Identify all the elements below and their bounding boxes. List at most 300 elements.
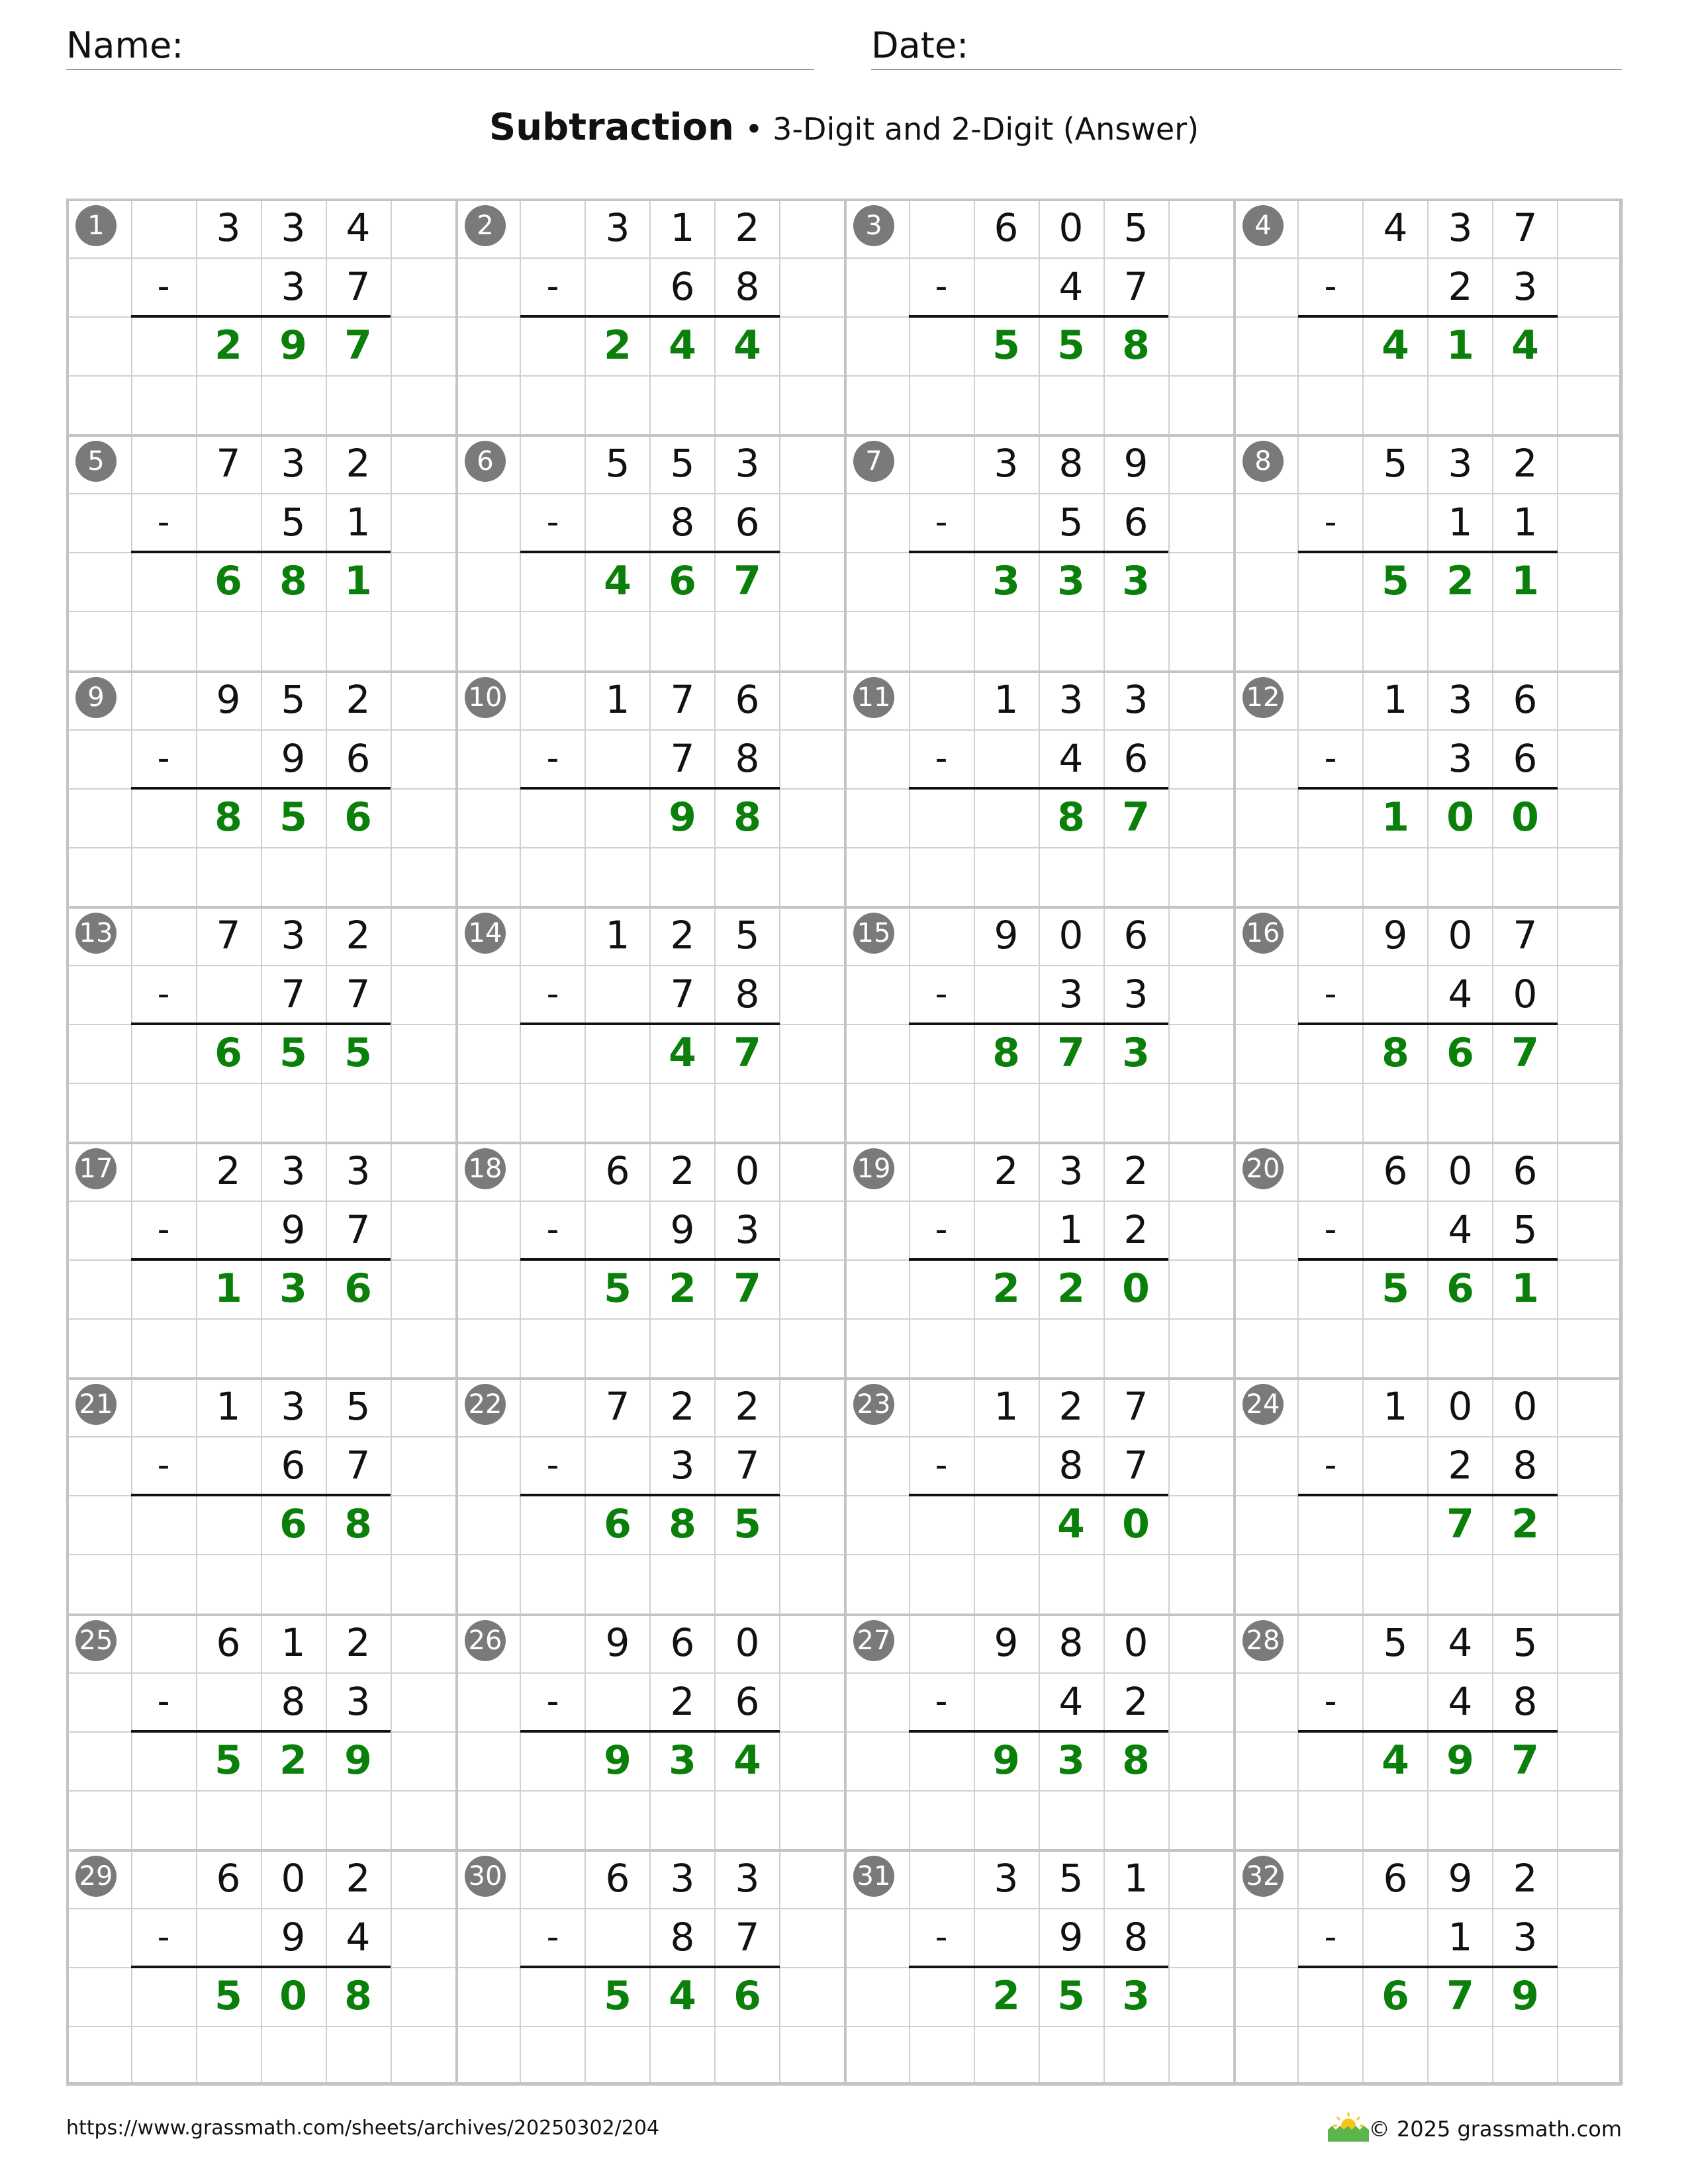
problem-20 xyxy=(1233,1142,1622,1377)
subtrahend-digit: 5 xyxy=(281,500,306,545)
minus-sign: - xyxy=(1324,1682,1337,1721)
answer-digit: 4 xyxy=(669,322,696,369)
subtrahend-digit: 2 xyxy=(1123,1207,1149,1252)
minus-sign: - xyxy=(1324,739,1337,778)
answer-digit: 8 xyxy=(214,794,242,841)
minuend-digit: 2 xyxy=(735,1384,760,1429)
subtrahend-digit: 8 xyxy=(281,1679,306,1724)
problem-2 xyxy=(455,199,844,434)
subtrahend-digit: 6 xyxy=(1123,736,1149,781)
minuend-digit: 0 xyxy=(1123,1620,1149,1665)
worksheet-title xyxy=(0,106,1688,149)
problem-number-badge: 5 xyxy=(75,441,117,482)
answer-digit: 4 xyxy=(733,322,761,369)
date-label: Date: xyxy=(871,24,969,66)
answer-digit: 3 xyxy=(669,1737,696,1784)
minuend-digit: 9 xyxy=(1123,441,1149,486)
answer-digit: 8 xyxy=(344,1501,372,1547)
problem-number-badge: 31 xyxy=(853,1856,894,1897)
problem-26 xyxy=(455,1614,844,1849)
title-subtitle: • 3-Digit and 2-Digit (Answer) xyxy=(745,111,1199,147)
problem-number-badge: 11 xyxy=(853,677,894,718)
name-label: Name: xyxy=(66,24,184,66)
subtrahend-digit: 1 xyxy=(346,500,371,545)
answer-digit: 5 xyxy=(1382,558,1409,604)
problem-30 xyxy=(455,1849,844,2085)
minuend-digit: 7 xyxy=(605,1384,630,1429)
answer-digit: 8 xyxy=(1382,1030,1409,1076)
minus-sign: - xyxy=(157,739,170,778)
minuend-digit: 5 xyxy=(1513,1620,1538,1665)
answer-digit: 0 xyxy=(1511,794,1539,841)
subtrahend-digit: 3 xyxy=(1058,972,1084,1017)
name-field[interactable] xyxy=(66,24,814,70)
subtrahend-digit: 6 xyxy=(281,1443,306,1488)
subtrahend-digit: 8 xyxy=(1123,1915,1149,1960)
minus-sign: - xyxy=(157,1445,170,1485)
minuend-digit: 1 xyxy=(994,677,1019,722)
problem-number-badge: 2 xyxy=(465,205,506,246)
minus-sign: - xyxy=(935,1682,948,1721)
subtrahend-digit: 0 xyxy=(1513,972,1538,1017)
minuend-digit: 1 xyxy=(281,1620,306,1665)
problem-31 xyxy=(844,1849,1233,2085)
minuend-digit: 1 xyxy=(994,1384,1019,1429)
problem-grid xyxy=(66,199,1622,2085)
subtrahend-digit: 7 xyxy=(1123,264,1149,309)
subtrahend-digit: 4 xyxy=(1058,736,1084,781)
minuend-digit: 0 xyxy=(735,1620,760,1665)
minuend-digit: 6 xyxy=(1513,1148,1538,1193)
subtrahend-digit: 9 xyxy=(1058,1915,1084,1960)
answer-digit: 0 xyxy=(279,1973,307,2019)
problem-number-badge: 19 xyxy=(853,1148,894,1189)
problem-number-badge: 12 xyxy=(1243,677,1284,718)
answer-digit: 6 xyxy=(669,558,696,604)
answer-digit: 2 xyxy=(669,1265,696,1312)
minuend-digit: 2 xyxy=(1513,441,1538,486)
minuend-digit: 3 xyxy=(1448,441,1473,486)
subtrahend-digit: 8 xyxy=(735,264,760,309)
minus-sign: - xyxy=(157,974,170,1014)
problem-10 xyxy=(455,670,844,906)
problem-number-badge: 25 xyxy=(75,1620,117,1661)
subtrahend-digit: 4 xyxy=(1448,1679,1473,1724)
minuend-digit: 7 xyxy=(216,913,241,958)
answer-digit: 9 xyxy=(1446,1737,1474,1784)
minus-sign: - xyxy=(1324,1445,1337,1485)
minus-sign: - xyxy=(1324,502,1337,542)
subtrahend-digit: 7 xyxy=(670,972,695,1017)
problem-18 xyxy=(455,1142,844,1377)
answer-digit: 4 xyxy=(733,1737,761,1784)
minuend-digit: 0 xyxy=(281,1856,306,1901)
subtrahend-digit: 7 xyxy=(735,1915,760,1960)
minuend-digit: 0 xyxy=(1058,913,1084,958)
answer-digit: 2 xyxy=(214,322,242,369)
answer-digit: 3 xyxy=(1122,558,1150,604)
problem-21 xyxy=(66,1377,455,1613)
answer-digit: 2 xyxy=(1446,558,1474,604)
subtrahend-digit: 3 xyxy=(670,1443,695,1488)
answer-digit: 1 xyxy=(1446,322,1474,369)
subtrahend-digit: 8 xyxy=(1058,1443,1084,1488)
problem-7 xyxy=(844,434,1233,670)
answer-digit: 2 xyxy=(1057,1265,1085,1312)
subtrahend-digit: 4 xyxy=(346,1915,371,1960)
answer-digit: 3 xyxy=(992,558,1020,604)
answer-digit: 0 xyxy=(1122,1501,1150,1547)
minuend-digit: 5 xyxy=(346,1384,371,1429)
minus-sign: - xyxy=(935,974,948,1014)
answer-digit: 2 xyxy=(279,1737,307,1784)
answer-digit: 5 xyxy=(279,1030,307,1076)
answer-digit: 9 xyxy=(669,794,696,841)
subtrahend-digit: 4 xyxy=(1058,1679,1084,1724)
minuend-digit: 3 xyxy=(1058,1148,1084,1193)
problem-number-badge: 28 xyxy=(1243,1620,1284,1661)
subtrahend-digit: 3 xyxy=(1513,1915,1538,1960)
answer-digit: 1 xyxy=(1382,794,1409,841)
grassmath-logo-icon xyxy=(1325,2111,1372,2143)
minuend-digit: 5 xyxy=(281,677,306,722)
minuend-digit: 0 xyxy=(1513,1384,1538,1429)
subtrahend-digit: 1 xyxy=(1448,500,1473,545)
minuend-digit: 6 xyxy=(216,1620,241,1665)
date-field[interactable] xyxy=(871,24,1622,70)
subtrahend-digit: 1 xyxy=(1058,1207,1084,1252)
minuend-digit: 9 xyxy=(994,1620,1019,1665)
minus-sign: - xyxy=(546,974,559,1014)
answer-digit: 6 xyxy=(344,1265,372,1312)
minuend-digit: 3 xyxy=(1448,677,1473,722)
subtrahend-digit: 6 xyxy=(735,500,760,545)
minuend-digit: 6 xyxy=(605,1148,630,1193)
subtrahend-digit: 7 xyxy=(346,1207,371,1252)
minuend-digit: 0 xyxy=(735,1148,760,1193)
subtrahend-digit: 8 xyxy=(1513,1443,1538,1488)
answer-digit: 6 xyxy=(1446,1030,1474,1076)
minuend-digit: 5 xyxy=(735,913,760,958)
minuend-digit: 6 xyxy=(1123,913,1149,958)
minuend-digit: 5 xyxy=(1123,205,1149,250)
problem-number-badge: 6 xyxy=(465,441,506,482)
answer-digit: 7 xyxy=(1446,1973,1474,2019)
answer-digit: 9 xyxy=(1511,1973,1539,2019)
answer-digit: 5 xyxy=(1382,1265,1409,1312)
minus-sign: - xyxy=(157,502,170,542)
minus-sign: - xyxy=(1324,1917,1337,1957)
problem-24 xyxy=(1233,1377,1622,1613)
minuend-digit: 4 xyxy=(1383,205,1408,250)
answer-digit: 4 xyxy=(1382,1737,1409,1784)
problem-16 xyxy=(1233,906,1622,1142)
minuend-digit: 1 xyxy=(1123,1856,1149,1901)
answer-digit: 8 xyxy=(992,1030,1020,1076)
answer-digit: 7 xyxy=(1511,1737,1539,1784)
answer-digit: 4 xyxy=(669,1030,696,1076)
minus-sign: - xyxy=(935,1445,948,1485)
answer-digit: 5 xyxy=(992,322,1020,369)
minus-sign: - xyxy=(546,739,559,778)
minus-sign: - xyxy=(157,1917,170,1957)
minuend-digit: 6 xyxy=(670,1620,695,1665)
problem-3 xyxy=(844,199,1233,434)
minuend-digit: 5 xyxy=(1383,1620,1408,1665)
subtrahend-digit: 7 xyxy=(670,736,695,781)
subtrahend-digit: 2 xyxy=(670,1679,695,1724)
answer-digit: 8 xyxy=(733,794,761,841)
answer-digit: 3 xyxy=(1122,1030,1150,1076)
answer-digit: 9 xyxy=(279,322,307,369)
subtrahend-digit: 7 xyxy=(1123,1443,1149,1488)
minus-sign: - xyxy=(1324,267,1337,306)
minuend-digit: 6 xyxy=(994,205,1019,250)
answer-digit: 4 xyxy=(1057,1501,1085,1547)
subtrahend-digit: 7 xyxy=(346,264,371,309)
minuend-digit: 6 xyxy=(1513,677,1538,722)
subtrahend-digit: 6 xyxy=(1123,500,1149,545)
answer-digit: 6 xyxy=(1446,1265,1474,1312)
answer-digit: 6 xyxy=(214,558,242,604)
answer-digit: 9 xyxy=(604,1737,632,1784)
problem-25 xyxy=(66,1614,455,1849)
problem-28 xyxy=(1233,1614,1622,1849)
answer-digit: 7 xyxy=(1057,1030,1085,1076)
minus-sign: - xyxy=(935,1917,948,1957)
subtrahend-digit: 2 xyxy=(1123,1679,1149,1724)
subtrahend-digit: 3 xyxy=(1448,736,1473,781)
minuend-digit: 9 xyxy=(1448,1856,1473,1901)
minuend-digit: 3 xyxy=(735,1856,760,1901)
subtrahend-digit: 2 xyxy=(1448,264,1473,309)
problem-number-badge: 7 xyxy=(853,441,894,482)
subtrahend-digit: 4 xyxy=(1448,972,1473,1017)
subtrahend-digit: 7 xyxy=(735,1443,760,1488)
answer-digit: 6 xyxy=(733,1973,761,2019)
subtrahend-digit: 8 xyxy=(670,500,695,545)
minuend-digit: 2 xyxy=(216,1148,241,1193)
answer-digit: 1 xyxy=(1511,1265,1539,1312)
answer-digit: 1 xyxy=(344,558,372,604)
problem-number-badge: 29 xyxy=(75,1856,117,1897)
minus-sign: - xyxy=(546,1682,559,1721)
problem-4 xyxy=(1233,199,1622,434)
problem-number-badge: 15 xyxy=(853,913,894,954)
minuend-digit: 7 xyxy=(216,441,241,486)
minuend-digit: 3 xyxy=(1058,677,1084,722)
minuend-digit: 3 xyxy=(346,1148,371,1193)
answer-digit: 7 xyxy=(733,1030,761,1076)
answer-digit: 3 xyxy=(1057,1737,1085,1784)
minus-sign: - xyxy=(546,267,559,306)
subtrahend-digit: 3 xyxy=(281,264,306,309)
minus-sign: - xyxy=(157,1682,170,1721)
minus-sign: - xyxy=(157,1210,170,1250)
problem-number-badge: 8 xyxy=(1243,441,1284,482)
footer-url[interactable]: https://www.grassmath.com/sheets/archives/20250302/204 xyxy=(66,2116,660,2140)
minuend-digit: 5 xyxy=(670,441,695,486)
problem-17 xyxy=(66,1142,455,1377)
answer-digit: 3 xyxy=(1057,558,1085,604)
minuend-digit: 3 xyxy=(281,205,306,250)
answer-digit: 6 xyxy=(344,794,372,841)
minuend-digit: 2 xyxy=(670,1384,695,1429)
minuend-digit: 2 xyxy=(346,1620,371,1665)
minuend-digit: 4 xyxy=(1448,1620,1473,1665)
minuend-digit: 2 xyxy=(1123,1148,1149,1193)
minuend-digit: 1 xyxy=(1383,677,1408,722)
subtrahend-digit: 3 xyxy=(735,1207,760,1252)
problem-15 xyxy=(844,906,1233,1142)
problem-number-badge: 1 xyxy=(75,205,117,246)
minuend-digit: 5 xyxy=(1058,1856,1084,1901)
problem-6 xyxy=(455,434,844,670)
minus-sign: - xyxy=(1324,1210,1337,1250)
problem-1 xyxy=(66,199,455,434)
problem-number-badge: 21 xyxy=(75,1384,117,1425)
minuend-digit: 2 xyxy=(670,913,695,958)
problem-number-badge: 9 xyxy=(75,677,117,718)
subtrahend-digit: 3 xyxy=(1513,264,1538,309)
answer-digit: 8 xyxy=(1057,794,1085,841)
minuend-digit: 9 xyxy=(994,913,1019,958)
minuend-digit: 2 xyxy=(1513,1856,1538,1901)
minuend-digit: 3 xyxy=(1448,205,1473,250)
minuend-digit: 9 xyxy=(1383,913,1408,958)
subtrahend-digit: 1 xyxy=(1448,1915,1473,1960)
minuend-digit: 6 xyxy=(605,1856,630,1901)
subtrahend-digit: 6 xyxy=(670,264,695,309)
subtrahend-digit: 5 xyxy=(1058,500,1084,545)
title-main: Subtraction xyxy=(489,106,734,149)
problem-number-badge: 14 xyxy=(465,913,506,954)
minuend-digit: 6 xyxy=(1383,1148,1408,1193)
answer-digit: 8 xyxy=(1122,1737,1150,1784)
minus-sign: - xyxy=(935,1210,948,1250)
subtrahend-digit: 6 xyxy=(1513,736,1538,781)
subtrahend-digit: 9 xyxy=(281,1207,306,1252)
subtrahend-digit: 8 xyxy=(1513,1679,1538,1724)
minus-sign: - xyxy=(546,1917,559,1957)
answer-digit: 6 xyxy=(1382,1973,1409,2019)
minuend-digit: 0 xyxy=(1448,1148,1473,1193)
minuend-digit: 6 xyxy=(735,677,760,722)
minuend-digit: 6 xyxy=(216,1856,241,1901)
minuend-digit: 3 xyxy=(735,441,760,486)
minuend-digit: 0 xyxy=(1448,1384,1473,1429)
answer-digit: 9 xyxy=(992,1737,1020,1784)
answer-digit: 4 xyxy=(669,1973,696,2019)
problem-number-badge: 30 xyxy=(465,1856,506,1897)
minuend-digit: 1 xyxy=(605,913,630,958)
subtrahend-digit: 7 xyxy=(346,1443,371,1488)
problem-number-badge: 22 xyxy=(465,1384,506,1425)
problem-11 xyxy=(844,670,1233,906)
answer-digit: 9 xyxy=(344,1737,372,1784)
minuend-digit: 6 xyxy=(1383,1856,1408,1901)
answer-digit: 0 xyxy=(1446,794,1474,841)
minuend-digit: 3 xyxy=(605,205,630,250)
subtrahend-digit: 4 xyxy=(1448,1207,1473,1252)
answer-digit: 4 xyxy=(1511,322,1539,369)
minus-sign: - xyxy=(157,267,170,306)
subtrahend-digit: 7 xyxy=(346,972,371,1017)
problem-32 xyxy=(1233,1849,1622,2085)
subtrahend-digit: 6 xyxy=(735,1679,760,1724)
subtrahend-digit: 9 xyxy=(281,736,306,781)
minuend-digit: 3 xyxy=(281,1148,306,1193)
subtrahend-digit: 2 xyxy=(1448,1443,1473,1488)
minuend-digit: 4 xyxy=(346,205,371,250)
minuend-digit: 8 xyxy=(1058,1620,1084,1665)
minuend-digit: 2 xyxy=(1058,1384,1084,1429)
minuend-digit: 9 xyxy=(216,677,241,722)
minuend-digit: 8 xyxy=(1058,441,1084,486)
subtrahend-digit: 9 xyxy=(281,1915,306,1960)
answer-digit: 5 xyxy=(604,1973,632,2019)
minuend-digit: 2 xyxy=(994,1148,1019,1193)
answer-digit: 8 xyxy=(1122,322,1150,369)
footer-copyright: © 2025 grassmath.com xyxy=(1368,2116,1622,2142)
subtrahend-digit: 4 xyxy=(1058,264,1084,309)
answer-digit: 0 xyxy=(1122,1265,1150,1312)
answer-digit: 5 xyxy=(279,794,307,841)
minuend-digit: 9 xyxy=(605,1620,630,1665)
problem-5 xyxy=(66,434,455,670)
subtrahend-digit: 7 xyxy=(281,972,306,1017)
answer-digit: 6 xyxy=(214,1030,242,1076)
problem-number-badge: 16 xyxy=(1243,913,1284,954)
answer-digit: 5 xyxy=(604,1265,632,1312)
minuend-digit: 2 xyxy=(346,1856,371,1901)
problem-number-badge: 20 xyxy=(1243,1148,1284,1189)
subtrahend-digit: 8 xyxy=(735,736,760,781)
problem-number-badge: 4 xyxy=(1243,205,1284,246)
subtrahend-digit: 9 xyxy=(670,1207,695,1252)
problem-number-badge: 27 xyxy=(853,1620,894,1661)
minus-sign: - xyxy=(935,739,948,778)
minuend-digit: 1 xyxy=(670,205,695,250)
answer-digit: 7 xyxy=(1511,1030,1539,1076)
problem-9 xyxy=(66,670,455,906)
problem-number-badge: 17 xyxy=(75,1148,117,1189)
minuend-digit: 1 xyxy=(605,677,630,722)
minuend-digit: 3 xyxy=(994,441,1019,486)
answer-digit: 8 xyxy=(279,558,307,604)
minuend-digit: 0 xyxy=(1058,205,1084,250)
subtrahend-digit: 1 xyxy=(1513,500,1538,545)
minuend-digit: 7 xyxy=(1513,913,1538,958)
minuend-digit: 3 xyxy=(670,1856,695,1901)
answer-digit: 3 xyxy=(279,1265,307,1312)
problem-27 xyxy=(844,1614,1233,1849)
problem-number-badge: 3 xyxy=(853,205,894,246)
answer-digit: 4 xyxy=(1382,322,1409,369)
minus-sign: - xyxy=(546,502,559,542)
answer-digit: 5 xyxy=(214,1737,242,1784)
answer-digit: 2 xyxy=(604,322,632,369)
problem-number-badge: 26 xyxy=(465,1620,506,1661)
subtrahend-digit: 3 xyxy=(346,1679,371,1724)
minuend-digit: 1 xyxy=(1383,1384,1408,1429)
problem-number-badge: 13 xyxy=(75,913,117,954)
problem-number-badge: 32 xyxy=(1243,1856,1284,1897)
answer-digit: 7 xyxy=(1122,794,1150,841)
minuend-digit: 2 xyxy=(346,441,371,486)
minuend-digit: 2 xyxy=(735,205,760,250)
answer-digit: 4 xyxy=(604,558,632,604)
